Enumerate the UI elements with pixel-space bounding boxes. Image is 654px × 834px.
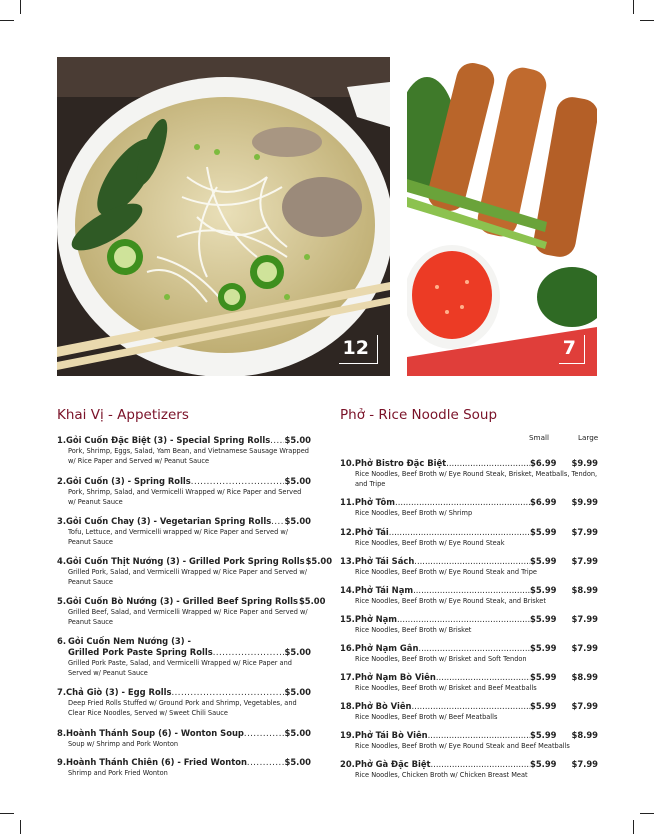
large-price: $8.99 xyxy=(571,672,598,682)
item-number: 12. xyxy=(340,527,355,537)
item-price: $5.00 xyxy=(298,596,326,606)
item-name: Phở Tái Bò Viên xyxy=(354,730,428,740)
leader-dots xyxy=(191,476,284,487)
menu-item xyxy=(340,614,600,635)
item-number: 17. xyxy=(340,672,355,682)
pho-bowl-illustration xyxy=(57,57,390,376)
item-number-badge: 12 xyxy=(339,335,378,364)
item-price: $5.00 xyxy=(284,687,311,697)
item-description: Rice Noodles, Beef Broth w/ Brisket and Soft Tendon xyxy=(355,655,527,663)
menu-item xyxy=(57,596,326,627)
item-description: Deep Fried Rolls Stuffed w/ Ground Pork and Shrimp, Vegetables, and Clear Rice Noodles, Served w/ Sweet Chili Sauce xyxy=(68,699,297,717)
menu-item xyxy=(57,728,311,749)
item-price: $5.00 xyxy=(284,757,311,767)
leader-dots xyxy=(428,730,530,741)
item-description: Rice Noodles, Beef Broth w/ Eye Round Steak, and Brisket xyxy=(355,597,546,605)
menu-item xyxy=(340,527,600,548)
item-name: Phở Nạm Gân xyxy=(354,643,419,653)
item-name: Phở Tái Nạm xyxy=(354,585,414,595)
item-number: 13. xyxy=(340,556,355,566)
small-column-header: Small xyxy=(529,433,549,442)
leader-dots xyxy=(418,643,530,654)
menu-item xyxy=(340,497,600,518)
crop-mark xyxy=(0,20,14,21)
item-number: 1. xyxy=(57,435,67,445)
item-number: 8. xyxy=(57,728,67,738)
menu-item xyxy=(57,556,333,587)
item-number: 2. xyxy=(57,476,67,486)
item-number: 20. xyxy=(340,759,355,769)
small-price: $5.99 xyxy=(530,759,557,769)
menu-item xyxy=(340,458,600,489)
menu-item xyxy=(340,701,600,722)
menu-item xyxy=(57,516,311,547)
item-price: $5.00 xyxy=(284,516,311,526)
item-price: $5.00 xyxy=(305,556,333,566)
item-description: Rice Noodles, Beef Broth w/ Eye Round Steak and Beef Meatballs xyxy=(355,742,570,750)
item-number: 16. xyxy=(340,643,355,653)
small-price: $6.99 xyxy=(530,458,557,468)
large-price: $7.99 xyxy=(571,643,598,653)
large-price: $9.99 xyxy=(571,497,598,507)
pho-title: Phở - Rice Noodle Soup xyxy=(340,407,498,423)
item-name: Chả Giò (3) - Egg Rolls xyxy=(66,687,172,697)
item-number: 7. xyxy=(57,687,67,697)
item-name: Grilled Pork Paste Spring Rolls xyxy=(68,647,213,657)
item-description: Rice Noodles, Beef Broth w/ Brisket xyxy=(355,626,472,634)
item-name: Gỏi Cuốn Đặc Biệt (3) - Special Spring Rolls xyxy=(66,435,271,445)
item-number: 5. xyxy=(57,596,67,606)
item-description: Rice Noodles, Chicken Broth w/ Chicken Breast Meat xyxy=(355,771,528,779)
crop-mark xyxy=(20,820,21,834)
item-number-badge: 7 xyxy=(559,335,585,364)
appetizers-title: Khai Vị - Appetizers xyxy=(57,407,189,423)
menu-item xyxy=(340,643,600,664)
item-name: Phở Tôm xyxy=(354,497,396,507)
menu-item xyxy=(340,556,600,577)
large-price: $7.99 xyxy=(571,556,598,566)
item-name: Hoành Thánh Soup (6) - Wonton Soup xyxy=(66,728,244,738)
item-name: Gỏi Cuốn Chay (3) - Vegetarian Spring Rolls xyxy=(66,516,272,526)
item-number: 19. xyxy=(340,730,355,740)
item-name-line1: Gỏi Cuốn Nem Nướng (3) - xyxy=(68,636,191,646)
item-number: 6. xyxy=(57,636,67,646)
menu-item xyxy=(340,759,600,780)
small-price: $5.99 xyxy=(530,643,557,653)
item-name: Hoành Thánh Chiên (6) - Fried Wonton xyxy=(66,757,247,767)
item-description: Rice Noodles, Beef Broth w/ Beef Meatballs xyxy=(355,713,498,721)
item-number: 3. xyxy=(57,516,67,526)
egg-rolls-illustration xyxy=(407,57,597,376)
small-price: $5.99 xyxy=(530,701,557,711)
item-price: $5.00 xyxy=(284,435,311,445)
leader-dots xyxy=(171,687,283,698)
item-description: Grilled Pork, Salad, and Vermicelli Wrapped w/ Rice Paper and Served w/ Peanut Sauce xyxy=(68,568,307,586)
large-price: $7.99 xyxy=(571,614,598,624)
leader-dots xyxy=(389,527,530,538)
leader-dots xyxy=(446,458,530,469)
item-name: Phở Nạm xyxy=(354,614,398,624)
leader-dots xyxy=(244,728,284,739)
item-name: Gỏi Cuốn Thịt Nướng (3) - Grilled Pork Spring Rolls xyxy=(66,556,305,566)
crop-mark xyxy=(640,20,654,21)
menu-item xyxy=(57,757,311,778)
leader-dots xyxy=(247,757,284,768)
egg-rolls-photo xyxy=(407,57,597,376)
item-number: 15. xyxy=(340,614,355,624)
small-price: $5.99 xyxy=(530,614,557,624)
crop-mark xyxy=(0,813,14,814)
menu-item xyxy=(57,687,311,718)
leader-dots xyxy=(271,516,283,527)
item-number: 11. xyxy=(340,497,355,507)
item-description: Rice Noodles, Beef Broth w/ Shrimp xyxy=(355,509,473,517)
leader-dots xyxy=(413,585,530,596)
menu-item xyxy=(57,476,311,507)
item-name: Phở Tái Sách xyxy=(354,556,415,566)
large-price: $8.99 xyxy=(571,585,598,595)
item-name: Phở Tái xyxy=(354,527,389,537)
item-description: Grilled Beef, Salad, and Vermicelli Wrapped w/ Rice Paper and Served w/ Peanut Sauce xyxy=(68,608,308,626)
leader-dots xyxy=(397,614,530,625)
item-name: Phở Nạm Bò Viên xyxy=(354,672,436,682)
large-price: $8.99 xyxy=(571,730,598,740)
item-name: Phở Bò Viên xyxy=(354,701,412,711)
item-number: 9. xyxy=(57,757,67,767)
item-description: Soup w/ Shrimp and Pork Wonton xyxy=(68,740,179,748)
leader-dots xyxy=(412,701,530,712)
small-price: $5.99 xyxy=(530,585,557,595)
menu-item xyxy=(340,585,600,606)
item-description: Grilled Pork Paste, Salad, and Vermicelli Wrapped w/ Rice Paper and Served w/ Peanut Sauce xyxy=(68,659,292,677)
leader-dots xyxy=(436,672,530,683)
small-price: $5.99 xyxy=(530,672,557,682)
large-price: $7.99 xyxy=(571,759,598,769)
item-description: Pork, Shrimp, Salad, and Vermicelli Wrapped w/ Rice Paper and Served w/ Peanut Sauce xyxy=(68,488,302,506)
crop-mark xyxy=(633,0,634,14)
menu-item xyxy=(57,435,311,466)
menu-item xyxy=(340,730,600,751)
item-price: $5.00 xyxy=(284,476,311,486)
item-description: Shrimp and Pork Fried Wonton xyxy=(68,769,168,777)
small-price: $5.99 xyxy=(530,730,557,740)
item-name: Phở Bistro Đặc Biệt xyxy=(354,458,447,468)
leader-dots xyxy=(431,759,530,770)
item-description: Rice Noodles, Beef Broth w/ Eye Round Steak, Brisket, Meatballs, Tendon, and Tripe xyxy=(355,470,598,488)
item-name: Gỏi Cuốn (3) - Spring Rolls xyxy=(66,476,191,486)
item-description: Rice Noodles, Beef Broth w/ Brisket and Beef Meatballs xyxy=(355,684,537,692)
item-description: Rice Noodles, Beef Broth w/ Eye Round Steak and Tripe xyxy=(355,568,537,576)
large-price: $9.99 xyxy=(571,458,598,468)
leader-dots xyxy=(395,497,530,508)
large-column-header: Large xyxy=(578,433,599,442)
crop-mark xyxy=(633,820,634,834)
crop-mark xyxy=(20,0,21,14)
item-name: Phở Gà Đặc Biệt xyxy=(354,759,431,769)
item-description: Tofu, Lettuce, and Vermicelli wrapped w/ Rice Paper and Served w/ Peanut Sauce xyxy=(68,528,288,546)
item-number: 18. xyxy=(340,701,355,711)
small-price: $5.99 xyxy=(530,527,557,537)
pho-photo xyxy=(57,57,390,376)
small-price: $5.99 xyxy=(530,556,557,566)
large-price: $7.99 xyxy=(571,527,598,537)
crop-mark xyxy=(640,813,654,814)
item-number: 4. xyxy=(57,556,67,566)
item-price: $5.00 xyxy=(284,728,311,738)
leader-dots xyxy=(270,435,283,446)
menu-item xyxy=(57,636,311,678)
leader-dots xyxy=(414,556,530,567)
item-description: Rice Noodles, Beef Broth w/ Eye Round Steak xyxy=(355,539,505,547)
large-price: $7.99 xyxy=(571,701,598,711)
item-name: Gỏi Cuốn Bò Nướng (3) - Grilled Beef Spring Rolls xyxy=(66,596,298,606)
leader-dots xyxy=(213,647,284,658)
item-description: Pork, Shrimp, Eggs, Salad, Yam Bean, and Vietnamese Sausage Wrapped w/ Rice Paper and Served w/ Peanut Sauce xyxy=(68,447,309,465)
small-price: $6.99 xyxy=(530,497,557,507)
item-price: $5.00 xyxy=(284,647,311,657)
item-number: 14. xyxy=(340,585,355,595)
item-number: 10. xyxy=(340,458,355,468)
menu-item xyxy=(340,672,600,693)
